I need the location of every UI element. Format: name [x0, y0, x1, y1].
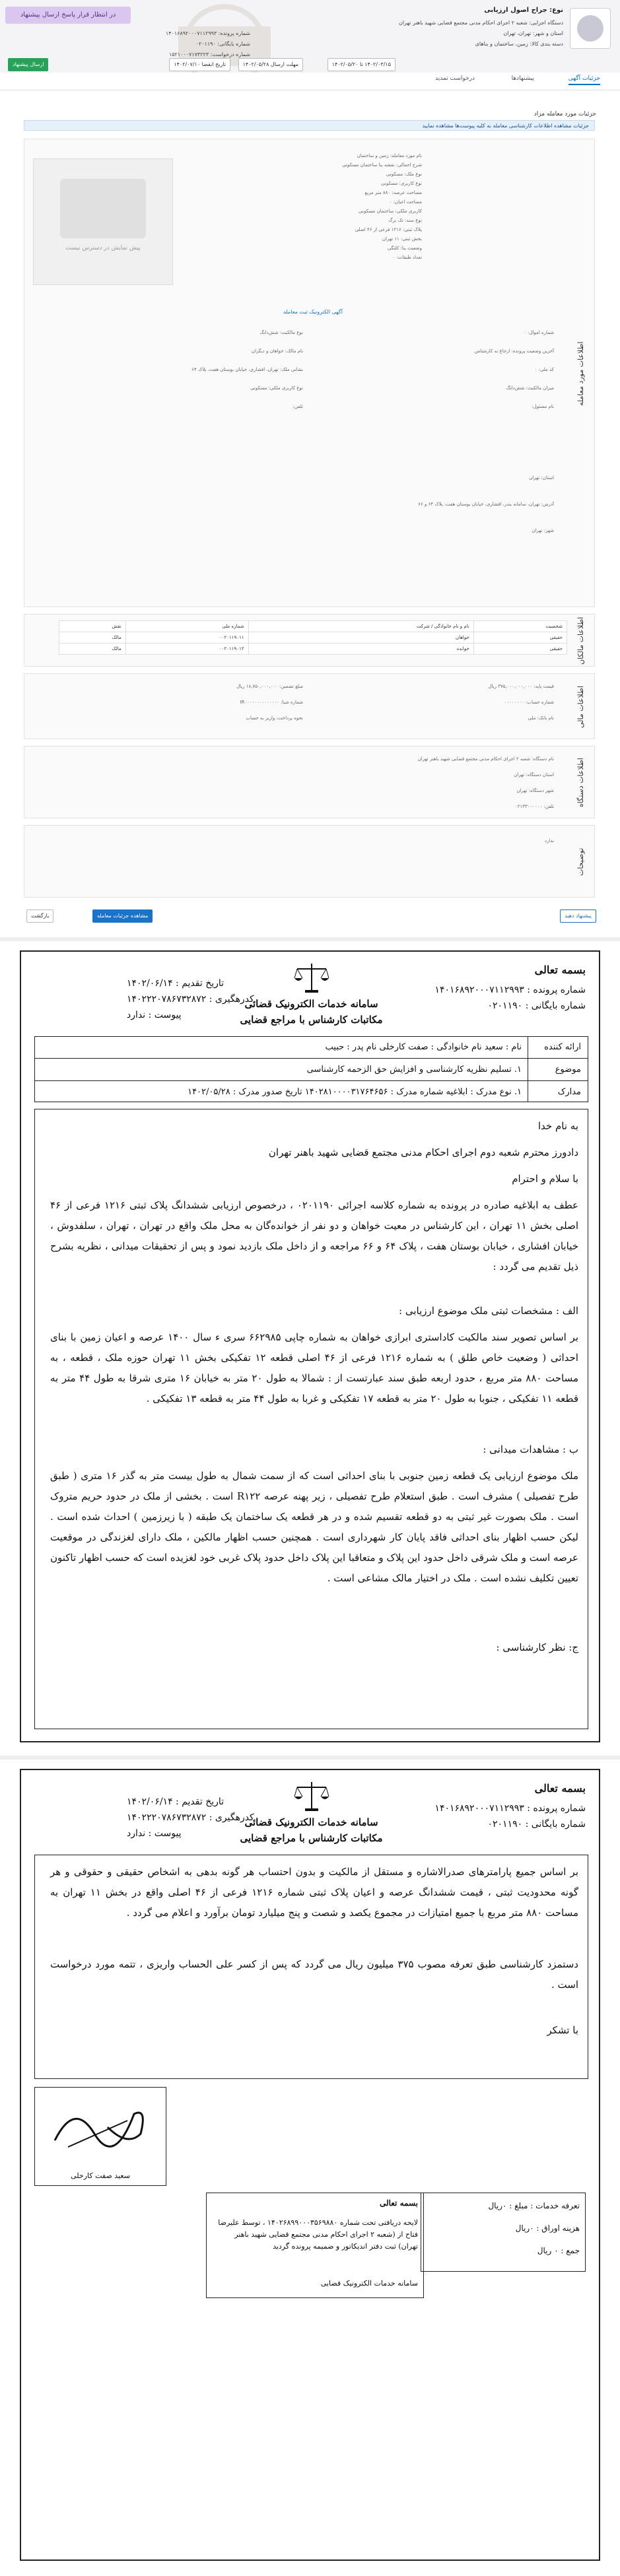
finance-field: قیمت پایه: ۳۷۵,۰۰۰,۰۰۰,۰۰۰ ریال: [488, 684, 554, 689]
fee-services: تعرفه خدمات : مبلغ : ۰ریال: [488, 2201, 580, 2210]
finance-field: نام بانک: ملی: [528, 715, 554, 721]
docs-value: ۱. نوع مدرک : ابلاغیه شماره مدرک : ۱۴۰۲۸۱۰۰۰۰۳۱۷۶۴۶۵۶ تاریخ صدور مدرک : ۱۴۰۲/۰۵/۲۸: [188, 1087, 522, 1097]
tab-details[interactable]: جزئیات آگهی: [568, 75, 600, 85]
address-city: شهر: تهران: [532, 528, 554, 533]
header-request-no: شماره درخواست: ۱۵۲۱۰۰۰۷۱۷۳۲۲۳: [168, 51, 250, 57]
view-details-button[interactable]: مشاهده جزئیات معامله: [92, 909, 153, 923]
agency-field: تلفن: ۰۲۱۳۳۰۰۰۰۰۰: [514, 804, 554, 809]
agency-field: استان دستگاه: تهران: [514, 772, 554, 777]
status-badge[interactable]: ارسال پیشنهاد: [8, 58, 48, 71]
divider: [0, 937, 620, 941]
agency-field: نام دستگاه: شعبه ۲ اجرای احکام مدنی مجتمع قضایی شهید باهنر تهران: [417, 756, 554, 762]
owners-cell: حقیقی: [473, 644, 567, 655]
image-placeholder-caption: پیش نمایش در دسترس نیست: [65, 245, 141, 251]
asset-field2: نشانی ملک: تهران، افشاری، خیابان بوستان هفت، پلاک ۶۴: [191, 367, 303, 372]
para-thanks: با تشکر: [547, 2024, 578, 2036]
asset-field2: شماره اموال: ۰: [523, 330, 554, 335]
header-location: استان و شهر: تهران، تهران: [503, 30, 563, 36]
owners-panel-label: اطلاعات مالکان: [576, 616, 585, 665]
header-case-no: شماره پرونده: ۱۴۰۱۶۸۹۲۰۰۰۷۱۱۲۹۹۳: [165, 30, 250, 36]
date-chip-2: مهلت ارسال ۱۴۰۲/۰۵/۲۸: [238, 58, 303, 71]
org-title: سامانه خدمات الکترونیک قضائی: [244, 998, 378, 1010]
table-row: [59, 632, 567, 644]
para-valuation: بر اساس جمیع پارامترهای صدرالاشاره و مستقل از مالکیت و بدون احتساب هر گونه بدهی به اشخاص حقیقی و حقوقی و هر گونه محدودیت ثبتی ، قیمت ششدانگ عرصه و اعیان پلاک ثبتی شماره ۱۲۱۶ فرعی از ۴۶ اصلی واقع در بخش ۱۱ تهران به مساحت ۸۸۰ متر مربع با جمیع امتیازات در مجموع یکصد و شصت و پنج میلیارد تومان برآورد و اعلام می گردد .: [50, 1866, 578, 1919]
table-row: [59, 644, 567, 655]
registry-stamp: [206, 2193, 424, 2298]
notes-text: ندارد: [544, 838, 554, 843]
asset-field: نوع کاربری: مسکونی: [381, 181, 422, 186]
asset-field2: تلفن:: [293, 404, 303, 409]
para-addressee: دادورز محترم شعبه دوم اجرای احکام مدنی مجتمع قضایی شهید باهنر تهران: [268, 1146, 578, 1158]
bismillah: بسمه تعالی: [534, 964, 586, 976]
signer-name: سعید صفت کارخلی: [71, 2171, 130, 2180]
finance-field: شماره حساب: ۰۰۰۰۰۰۰۰: [504, 700, 554, 705]
asset-field: مساحت اعیان: ۰: [389, 199, 422, 205]
fee-total: جمع : ۰ ریال: [537, 2246, 580, 2255]
scales-of-justice-icon: [292, 961, 331, 994]
asset-field: بخش ثبتی: ۱۱ تهران: [382, 236, 422, 242]
submitter-label: ارائه کننده: [544, 1042, 581, 1052]
finance-field: مبلغ تضمین: ۱۸,۷۵۰,۰۰۰,۰۰۰ ریال: [236, 684, 303, 689]
stamp-title: بسمه تعالی: [379, 2198, 418, 2208]
para-registry: بر اساس تصویر سند مالکیت کاداستری ابرازی خواهان به شماره چاپی ۶۶۲۹۸۵ سری ء سال ۱۴۰۰ عرصه و اعیان زمین با بنای احداثی ( وضعیت خاص طلق ) به شماره ۱۲۱۶ فرعی از ۴۶ اصلی قطعه ۱۲ تفکیکی بخش ۱۱ تهران حوزه ملک ، قطعه ، به مساحت ۸۸۰ متر مربع ، حدود اربعه طبق سند عبارتست از : شمالا به طول ۲۰ متر به خیابان ۱۶ متری شرقا به طول ۴۴ متر به قطعه ۱۱ تفکیکی ، جنوبا به طول ۲۰ متر به قطعه ۱۷ تفکیکی و غربا به طول ۴۴ متر به قطعه ۱۳ تفکیکی .: [50, 1331, 578, 1404]
org-title: سامانه خدمات الکترونیک قضائی: [244, 1816, 378, 1828]
agency-panel-label: اطلاعات دستگاه: [576, 758, 585, 808]
notes-panel: [24, 825, 595, 898]
owners-cell: خواهان: [248, 632, 473, 644]
tab-offers[interactable]: پیشنهادها: [511, 75, 534, 82]
submit-date: تاریخ تقدیم : ۱۴۰۲/۰۶/۱۴: [127, 978, 224, 989]
case-number: شماره پرونده : ۱۴۰۱۶۸۹۲۰۰۰۷۱۱۲۹۹۳: [434, 1803, 586, 1814]
letter-header-grid: [34, 1036, 588, 1102]
asset-panel-label: اطلاعات مورد معامله: [576, 341, 585, 406]
para-heading-a: الف : مشخصات ثبتی ملک موضوع ارزیابی :: [399, 1305, 578, 1317]
para-heading-c: ج: نظر کارشناسی :: [496, 1641, 578, 1653]
image-placeholder-icon: [60, 179, 146, 238]
subject-value: ۱. تسلیم نظریه کارشناسی و افزایش حق الزحمه کارشناسی: [306, 1065, 522, 1074]
info-alert: [24, 120, 595, 131]
para-observations: ملک موضوع ارزیابی یک قطعه زمین جنوبی با بنای احداثی است که از سمت شمال به طول بیست متر به گذر ۱۶ متری ( طبق طرح تفصیلی ) مشرف است . طبق استعلام طرح تفصیلی ، زیر پهنه عرصه R۱۲۲ است . بخشی از ملک در حدود حریم متروک است . ملک بصورت غیر ثبتی به دو قطعه تقسیم شده و در هر قطعه یک ساختمان یک طبقه ( با زیرزمین ) احداث شده است . لیکن حسب اظهار بنای احداثی فاقد پایان کار شهرداری است . همچنین حسب اظهار مالکین ، ملک دارای لغزندگی در موقعیت عرصه است و ملک شرقی داخل حدود این پلاک و متعاقبا این پلاک داخل حدود پلاک غربی خود لغزیده است که حسب اظهار تاکنون تعیین تکلیف نشده است . ملک در اختیار مالک مشاعی است .: [50, 1470, 578, 1584]
para-greeting: با سلام و احترام: [512, 1173, 578, 1185]
grid-row-line: [35, 1080, 588, 1081]
agency-field: شهر دستگاه: تهران: [516, 788, 554, 793]
para-heading-b: ب : مشاهدات میدانی :: [483, 1443, 578, 1455]
alert-text: جزئیات مشاهده اطلاعات کارشناسی معامله به کلیه پیوست‌ها مشاهده نمایید: [422, 123, 589, 129]
para-salutation: به نام خدا: [537, 1120, 578, 1132]
owners-head: شخصیت: [473, 621, 567, 632]
finance-field: شماره شبا: IR۰۰۰۰۰۰۰۰۰۰۰۰۰۰: [240, 700, 303, 705]
back-button[interactable]: بازگشت: [26, 909, 53, 923]
tracking-code: کدرهگیری : ۱۴۰۲۲۲۰۷۸۶۷۳۲۸۷۲: [127, 1812, 254, 1823]
section-title: جزئیات مورد معامله مزاد: [534, 111, 596, 117]
archive-number: شماره بایگانی : ۰۲۰۱۱۹۰: [487, 1819, 586, 1830]
asset-field2: نوع مالکیت: شش‌دانگ: [259, 330, 303, 335]
page-title: نوع: جراح اصول ارزیابی: [484, 7, 563, 14]
finance-panel: [24, 673, 595, 739]
owners-head: نام و نام خانوادگی / شرکت: [248, 621, 473, 632]
tracking-code: کدرهگیری : ۱۴۰۲۲۲۰۷۸۶۷۳۲۸۷۲: [127, 994, 254, 1005]
tab-extension[interactable]: درخواست تمدید: [435, 75, 475, 82]
owners-cell: خوانده: [248, 644, 473, 655]
owners-cell: ۰۰۲۰۱۱۹۰۱۱: [125, 632, 248, 644]
case-number: شماره پرونده : ۱۴۰۱۶۸۹۲۰۰۰۷۱۱۲۹۹۳: [434, 985, 586, 995]
scales-of-justice-icon: [292, 1779, 331, 1812]
asset-field: نام مورد معامله: زمین و ساختمان: [357, 153, 422, 158]
owners-table: [59, 620, 567, 655]
stamp-text: لایحه دریافتی تحت شماره ۱۴۰۲۶۸۹۹۰۰۰۳۵۶۹۸۸۰ ، توسط علیرضا فتاح از (شعبه ۲ اجرای احکام مدنی مجتمع قضایی شهید باهنر تهران) ثبت دفتر اندیکاتور و ضمیمه پرونده گردید: [218, 2218, 418, 2251]
date-chip-3: تاریخ انقضا ۱۴۰۲/۰۷/۱۰: [169, 58, 230, 71]
fee-box: [421, 2193, 586, 2272]
grid-row-line: [35, 1058, 588, 1059]
notify-banner[interactable]: در انتظار قرار پاسخ ارسال پیشنهاد: [5, 7, 131, 24]
asset-field2: کد ملی: ۰: [534, 367, 554, 372]
address-province: استان: تهران: [529, 475, 554, 480]
table-row: [59, 621, 567, 632]
signature-box: [34, 2087, 166, 2186]
asset-field2: نوع کاربری ملکی: مسکونی: [250, 385, 303, 391]
finance-field: نحوه پرداخت: واریز به حساب: [246, 715, 303, 721]
docs-label: مدارک: [557, 1087, 581, 1097]
date-chip-1: ۱۴۰۲/۰۳/۱۵ تا ۱۴۰۲/۰۵/۲۰: [327, 58, 396, 71]
owners-cell: حقیقی: [473, 632, 567, 644]
org-subtitle: مکاتبات کارشناس با مراجع قضایی: [240, 1832, 383, 1844]
agency-logo: [570, 8, 611, 49]
image-placeholder: [33, 158, 173, 285]
notes-panel-label: توضیحات: [576, 847, 585, 876]
tab-bar: [0, 73, 620, 90]
letter-body: [34, 1855, 588, 2079]
owners-cell: مالک: [59, 632, 126, 644]
header-archive-no: شماره بایگانی: ۰۲۰۱۱۹۰: [195, 41, 250, 47]
attachment: پیوست : ندارد: [127, 1828, 182, 1839]
divider: [0, 1756, 620, 1760]
owners-cell: مالک: [59, 644, 126, 655]
signature-image: [35, 2088, 166, 2160]
asset-field: شرح اجمالی: نقشه بنا ساختمان مسکونی: [342, 162, 422, 168]
asset-field: کاربری ملکی: ساختمان مسکونی: [359, 209, 422, 214]
photo-link[interactable]: آگهی الکترونیک ثبت معامله: [283, 309, 343, 315]
asset-field2: نام مسئول:: [532, 404, 554, 409]
asset-field: نوع ملک: مسکونی: [386, 172, 422, 177]
fee-paper: هزینه اوراق : ۰ریال: [515, 2224, 580, 2233]
expert-letter-page-2: [20, 1769, 600, 2561]
owners-head: نقش: [59, 621, 126, 632]
submit-date: تاریخ تقدیم : ۱۴۰۲/۰۶/۱۴: [127, 1797, 224, 1807]
asset-field: تعداد طبقات: ۰: [392, 255, 422, 260]
asset-field: وضعیت بنا: کلنگی: [387, 246, 422, 251]
asset-field2: آخرین وضعیت پرونده: ارجاع به کارشناس: [474, 348, 554, 354]
asset-field: پلاک ثبتی: ۱۲۱۶ فرعی از ۴۶ اصلی: [355, 227, 422, 232]
asset-field: نوع سند: تک برگ: [388, 218, 422, 223]
asset-field: مساحت عرصه: ۸۸۰ متر مربع: [364, 190, 422, 195]
owners-head: شماره ملی: [125, 621, 248, 632]
org-subtitle: مکاتبات کارشناس با مراجع قضایی: [240, 1014, 383, 1026]
address-line: آدرس: تهران، سامانه بندر، افشاری، خیابان بوستان هفت، پلاک ۶۴ و ۶۶: [418, 502, 554, 507]
attachment: پیوست : ندارد: [127, 1010, 182, 1020]
submitter-value: نام : سعید نام خانوادگی : صفت کارخلی نام پدر : حبیب: [325, 1042, 522, 1052]
stamp-footer: سامانه خدمات الکترونیک قضایی: [320, 2279, 418, 2288]
header-category: دسته بندی کالا: زمین، ساختمان و بناهای: [475, 41, 563, 47]
header-bar: [0, 0, 620, 80]
subject-label: موضوع: [555, 1065, 581, 1074]
letter-body: [34, 1109, 588, 1729]
finance-panel-label: اطلاعات مالی: [576, 686, 585, 728]
para-fee: دستمزد کارشناسی طبق تعرفه مصوب ۳۷۵ میلیون ریال می گردد که پس از کسر علی الحساب واریزی ، تتمه مورد درخواست است .: [50, 1958, 578, 1991]
asset-field2: نام مالک: خواهان و دیگران: [251, 348, 303, 354]
archive-number: شماره بایگانی : ۰۲۰۱۱۹۰: [487, 1001, 586, 1011]
header-agency: دستگاه اجرایی: شعبه ۲ اجرای احکام مدنی مجتمع قضایی شهید باهنر تهران: [398, 20, 563, 26]
para-intro: عطف به ابلاغیه صادره در پرونده به شماره کلاسه اجرائی ۰۲۰۱۱۹۰ ، درخصوص ارزیابی ششدانگ پلاک ثبتی ۱۲۱۶ فرعی از ۴۶ اصلی بخش ۱۱ تهران ، این کارشناس در معیت خواهان و دو نفر از خوانده‌گان به محل ملک واقع در تهران ، تهران ، سلفدوش ، خیابان افشاری ، خیابان بوستان هفت ، پلاک ۶۴ و ۶۶ مراجعه و از داخل ملک بازدید نمود و پس از تحقیقات میدانی ، نظریه بشرح ذیل تقدیم می گردد :: [50, 1199, 579, 1272]
owners-cell: ۰۰۲۰۱۱۹۰۱۲: [125, 644, 248, 655]
asset-field2: میزان مالکیت: شش‌دانگ: [506, 385, 554, 391]
expert-letter-page-1: [20, 950, 600, 1742]
bismillah: بسمه تعالی: [534, 1782, 586, 1795]
submit-offer-button[interactable]: پیشنهاد دهید: [560, 909, 596, 923]
